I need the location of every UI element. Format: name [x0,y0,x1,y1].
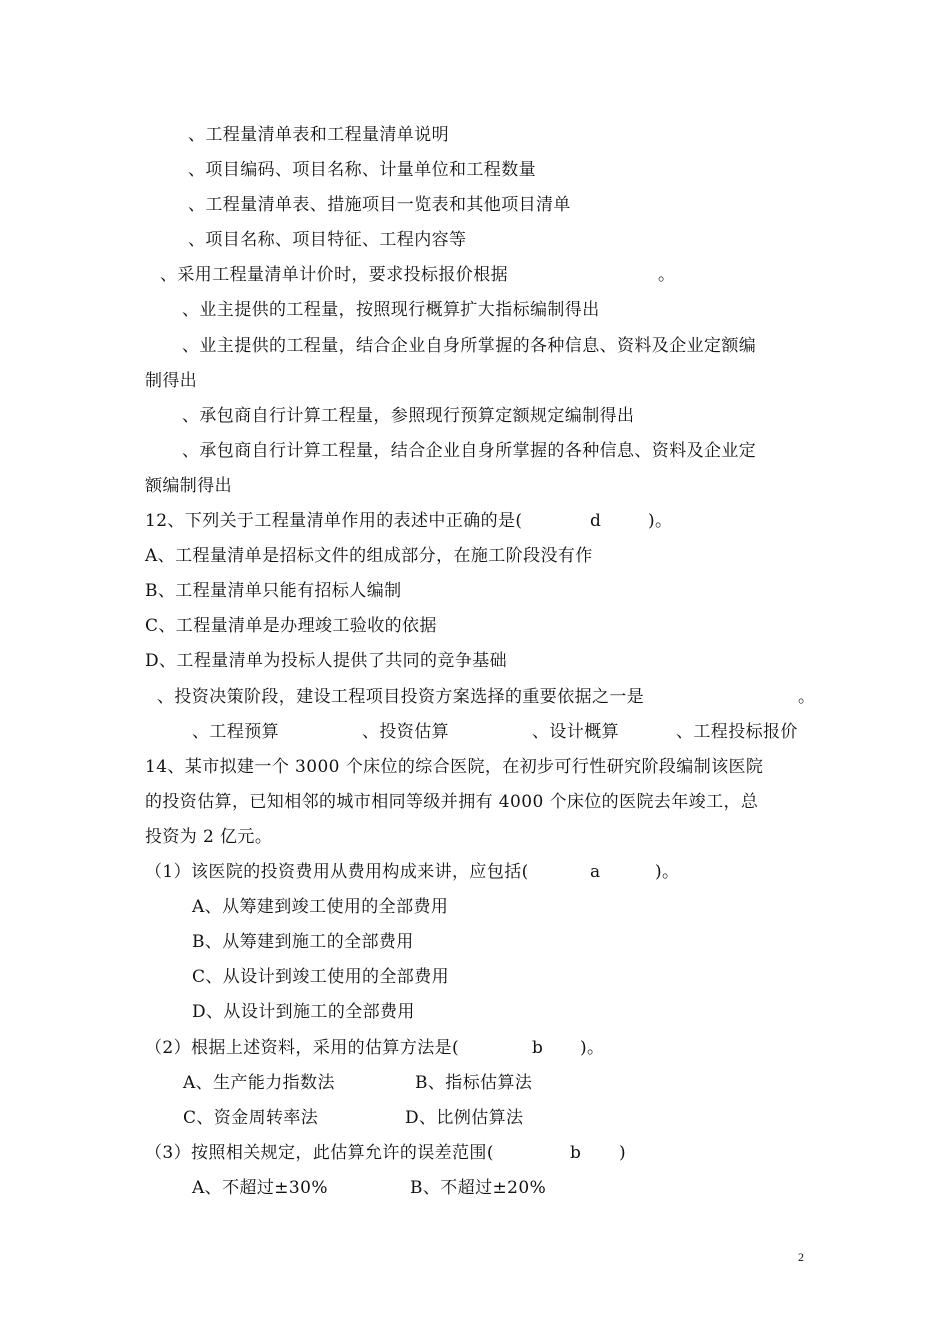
text-line: 、项目名称、项目特征、工程内容等 [188,230,467,250]
text-line: D、比例估算法 [405,1108,524,1128]
text-line: 、工程投标报价 [676,722,798,742]
text-line: （2）根据上述资料，采用的估算方法是( [145,1038,460,1058]
text-line: A、工程量清单是招标文件的组成部分，在施工阶段没有作 [145,546,593,566]
text-line: 制得出 [145,371,198,391]
answer-text: b [570,1143,582,1163]
text-line: 、业主提供的工程量，结合企业自身所掌握的各种信息、资料及企业定额编 [182,336,757,356]
text-line: 、工程预算 [192,722,279,742]
text-line: )。 [655,862,680,882]
answer-text: b [532,1038,544,1058]
text-line: ) [619,1143,627,1163]
text-line: 、投资决策阶段，建设工程项目投资方案选择的重要依据之一是 [157,687,645,707]
text-line: C、工程量清单是办理竣工验收的依据 [145,616,437,636]
text-line: B、不超过±20% [410,1178,547,1198]
text-line: 12、下列关于工程量清单作用的表述中正确的是( [145,511,523,531]
text-line: 、设计概算 [532,722,619,742]
answer-text: d [590,511,602,531]
text-line: （1）该医院的投资费用从费用构成来讲，应包括( [145,862,529,882]
text-line: 、投资估算 [362,722,449,742]
text-line: D、从设计到施工的全部费用 [192,1002,415,1022]
text-line: 、工程量清单表和工程量清单说明 [188,125,449,145]
text-line: 。 [798,687,816,707]
text-line: B、工程量清单只能有招标人编制 [145,581,402,601]
text-line: C、资金周转率法 [183,1108,319,1128]
text-line: 、承包商自行计算工程量，参照现行预算定额规定编制得出 [182,406,635,426]
text-line: （3）按照相关规定，此估算允许的误差范围( [145,1143,494,1163]
text-line: A、不超过±30% [192,1178,328,1198]
text-line: 、项目编码、项目名称、计量单位和工程数量 [188,160,536,180]
text-line: 、业主提供的工程量，按照现行概算扩大指标编制得出 [182,300,600,320]
text-line: B、从筹建到施工的全部费用 [192,932,414,952]
text-line: )。 [580,1038,605,1058]
answer-text: a [590,862,601,882]
text-line: 14、某市拟建一个 3000 个床位的综合医院，在初步可行性研究阶段编制该医院 [145,757,764,777]
text-line: A、生产能力指数法 [183,1073,335,1093]
text-line: 的投资估算，已知相邻的城市相同等级并拥有 4000 个床位的医院去年竣工，总 [145,792,759,812]
text-line: D、工程量清单为投标人提供了共同的竞争基础 [145,651,508,671]
text-line: 、工程量清单表、措施项目一览表和其他项目清单 [188,195,571,215]
text-line: C、从设计到竣工使用的全部费用 [192,967,450,987]
text-line: 。 [658,265,676,285]
page-number: 2 [798,1250,804,1264]
text-line: )。 [648,511,673,531]
text-line: 额编制得出 [145,476,232,496]
text-line: 、承包商自行计算工程量，结合企业自身所掌握的各种信息、资料及企业定 [182,441,757,461]
text-line: 、采用工程量清单计价时，要求投标报价根据 [160,265,508,285]
text-line: A、从筹建到竣工使用的全部费用 [192,897,449,917]
text-line: 投资为 2 亿元。 [145,827,273,847]
text-line: B、指标估算法 [415,1073,533,1093]
